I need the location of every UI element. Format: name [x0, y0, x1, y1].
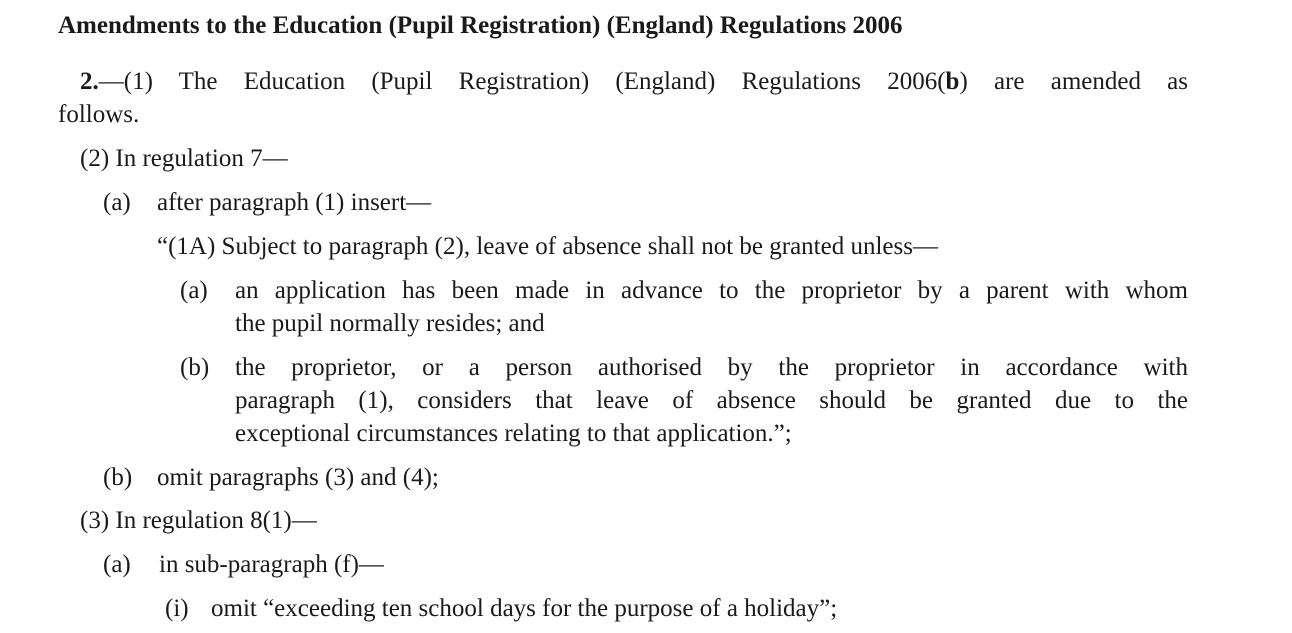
para-2-number: 2.: [80, 68, 99, 95]
sub-3-a-text: in sub-paragraph (f)—: [159, 551, 384, 578]
para-2-line-2: follows.: [58, 101, 140, 128]
sub-3-a-i-label: (i): [165, 595, 189, 622]
inserted-b-line-2: paragraph (1), considers that leave of absence should be granted due to the: [235, 387, 1188, 414]
document-heading: Amendments to the Education (Pupil Registration) (England) Regulations 2006: [58, 12, 903, 39]
inserted-b-line-3: exceptional circumstances relating to that application.”;: [235, 420, 792, 447]
sub-2-a-label: (a): [103, 189, 131, 216]
inserted-1A-line: “(1A) Subject to paragraph (2), leave of absence shall not be granted unless—: [157, 233, 938, 260]
sub-2-b-text: omit paragraphs (3) and (4);: [157, 464, 439, 491]
sub-2-a-text: after paragraph (1) insert—: [157, 189, 432, 216]
para-2-line-1: [80, 68, 1188, 96]
sub-3-a-label: (a): [103, 551, 131, 578]
sub-3-heading: (3) In regulation 8(1)—: [80, 507, 317, 534]
inserted-a-label: (a): [180, 277, 208, 304]
para-2-bold-ref: b: [945, 68, 960, 95]
sub-2-heading: (2) In regulation 7—: [80, 145, 288, 172]
inserted-b-line-1: the proprietor, or a person authorised by the proprietor in accordance with: [235, 354, 1188, 381]
inserted-b-label: (b): [180, 354, 210, 381]
sub-3-a-i-text: omit “exceeding ten school days for the purpose of a holiday”;: [211, 595, 838, 622]
para-2-line-1-text: —(1) The Education (Pupil Registration) (England) Regulations 2006(: [98, 68, 946, 95]
inserted-a-line-2: the pupil normally resides; and: [235, 310, 545, 337]
inserted-a-line-1: an application has been made in advance to the proprietor by a parent with whom: [235, 277, 1188, 304]
para-2-line-1-end: ) are amended as: [959, 68, 1188, 95]
sub-2-b-label: (b): [103, 464, 133, 491]
